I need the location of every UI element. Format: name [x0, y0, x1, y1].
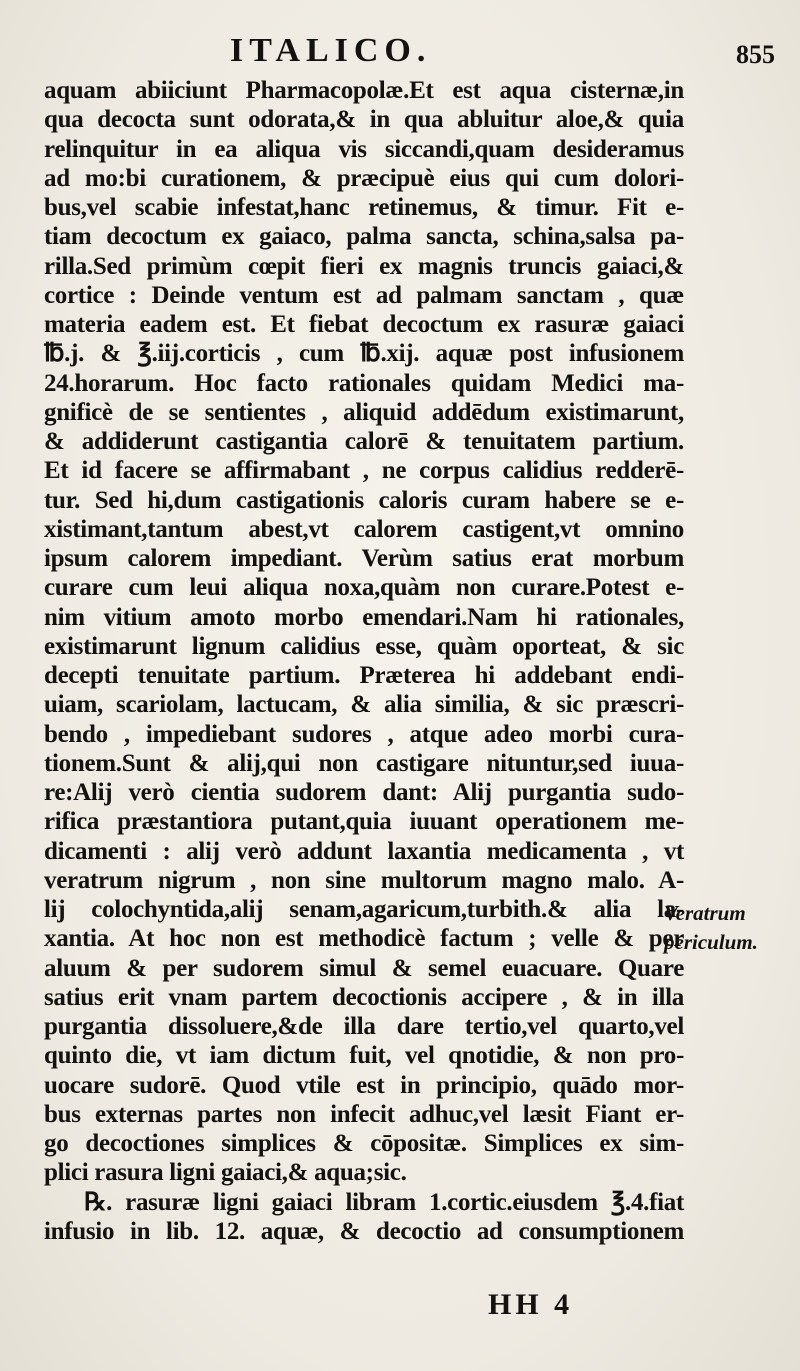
text-line: uocare sudorē. Quod vtile est in principio, quādo mor-: [44, 1071, 684, 1099]
text-line: ad mo:bi curationem, & præcipuè eius qui cum dolori-: [44, 164, 684, 192]
text-line: uiam, scariolam, lactucam, & alia similia, & sic præscri-: [44, 691, 684, 719]
text-line: materia eadem est. Et fiebat decoctum ex rasuræ gaiaci: [44, 311, 684, 338]
text-line: & addiderunt castigantia calorē & tenuitatem partium.: [44, 428, 684, 455]
text-line: ℔.j. & ℥.iij.corticis , cum ℔.xij. aquæ post infusionem: [44, 340, 684, 368]
text-line: tionem.Sunt & alij,qui non castigare nituntur,sed iuua-: [44, 749, 684, 777]
text-line: gnificè de se sentientes , aliquid addēdum existimarunt,: [44, 398, 684, 426]
text-line: 24.horarum. Hoc facto rationales quidam Medici ma-: [44, 369, 684, 397]
text-line: qua decocta sunt odorata,& in qua abluitur aloe,& quia: [44, 106, 684, 134]
text-line: veratrum nigrum , non sine multorum magno malo. A-: [44, 866, 684, 894]
text-line: xistimant,tantum abest,vt calorem castigent,vt omnino: [44, 515, 684, 543]
text-line: decepti tenuitate partium. Præterea hi addebant endi-: [44, 662, 684, 689]
signature-mark: HH 4: [488, 1288, 574, 1321]
text-line: ipsum calorem impediant. Verùm satius erat morbum: [44, 545, 684, 572]
text-line: lij colochyntida,alij senam,agaricum,turbith.& alia la-: [44, 896, 684, 923]
text-line: Et id facere se affirmabant , ne corpus calidius redderē-: [44, 457, 684, 485]
text-line: aluum & per sudorem simul & semel euacuare. Quare: [44, 954, 684, 982]
text-line: nim vitium amoto morbo emendari.Nam hi rationales,: [44, 603, 684, 631]
recipe-line: ℞. rasuræ ligni gaiaci libram 1.cortic.eiusdem ℥.4.fiat: [84, 1188, 684, 1216]
text-line: tiam decoctum ex gaiaco, palma sancta, schina,salsa pa-: [44, 223, 684, 251]
page-number: 855: [736, 40, 775, 69]
body-text: [44, 76, 684, 1246]
text-line: re:Alij verò cientia sudorem dant: Alij purgantia sudo-: [44, 779, 684, 806]
text-line: infusio in lib. 12. aquæ, & decoctio ad consumptionem: [44, 1217, 684, 1245]
text-line: quinto die, vt iam dictum fuit, vel qnotidie, & non pro-: [44, 1042, 684, 1070]
text-line: tur. Sed hi,dum castigationis caloris curam habere se e-: [44, 486, 684, 514]
text-line: rifica præstantiora putant,quia iuuant operationem me-: [44, 808, 684, 836]
text-line: satius erit vnam partem decoctionis accipere , & in illa: [44, 983, 684, 1011]
text-line: bendo , impediebant sudores , atque adeo morbi cura-: [44, 720, 684, 748]
text-line: xantia. At hoc non est methodicè factum ; velle & per: [44, 925, 684, 953]
text-line: dicamenti : alij verò addunt laxantia medicamenta , vt: [44, 837, 684, 865]
text-line: purgantia dissoluere,&de illa dare tertio,vel quarto,vel: [44, 1013, 684, 1040]
running-title: ITALICO.: [230, 32, 432, 69]
margin-note-line: periculum.: [664, 930, 758, 954]
text-line: bus externas partes non infecit adhuc,vel læsit Fiant er-: [44, 1100, 684, 1128]
text-line: plici rasura ligni gaiaci,& aqua;sic.: [44, 1159, 407, 1187]
text-line: go decoctiones simplices & cōpositæ. Simplices ex sim-: [44, 1130, 684, 1157]
text-line: aquam abiiciunt Pharmacopolæ.Et est aqua cisternæ,in: [44, 77, 684, 104]
text-line: relinquitur in ea aliqua vis siccandi,quam desideramus: [44, 135, 684, 163]
text-line: existimarunt lignum calidius esse, quàm oporteat, & sic: [44, 632, 684, 660]
text-line: bus,vel scabie infestat,hanc retinemus, & timur. Fit e-: [44, 194, 684, 221]
text-line: curare cum leui aliqua noxa,quàm non curare.Potest e-: [44, 574, 684, 602]
text-line: cortice : Deinde ventum est ad palmam sanctam , quæ: [44, 281, 684, 309]
margin-note: [664, 899, 758, 957]
margin-note-line: Veratrum: [664, 901, 746, 925]
text-line: rilla.Sed primùm cœpit fieri ex magnis truncis gaiaci,&: [44, 252, 684, 280]
